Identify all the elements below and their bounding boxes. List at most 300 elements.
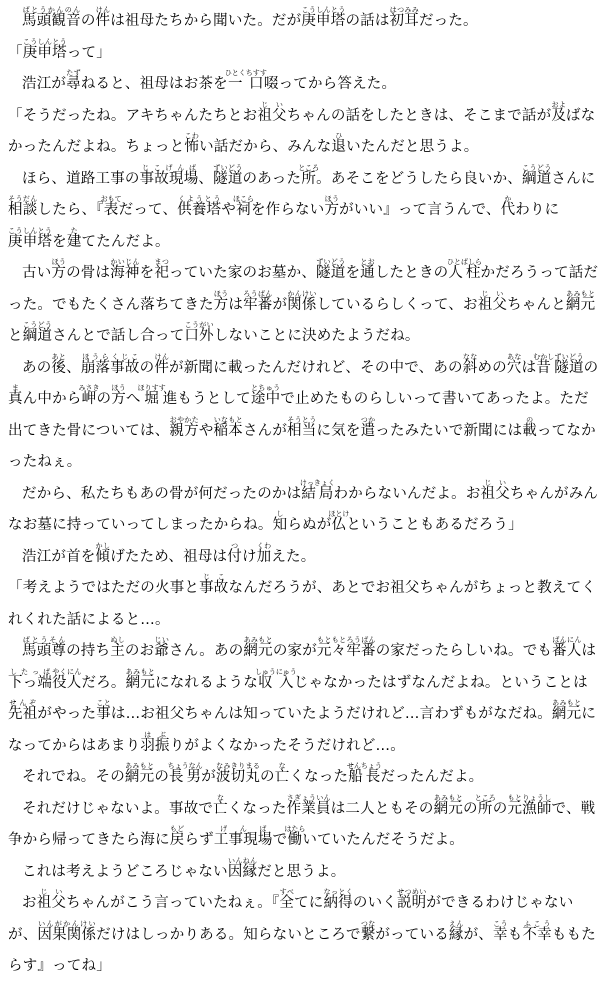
- text-run: したときの: [374, 265, 449, 281]
- ruby-word: [360, 919, 376, 943]
- ruby-reading: くわ: [256, 541, 272, 550]
- ruby-word: [298, 163, 320, 187]
- ruby-reading: ほりすす: [137, 384, 166, 392]
- ruby-word: [169, 415, 199, 439]
- ruby-base: 祖父: [477, 296, 508, 313]
- text-run: は: [581, 643, 597, 659]
- ruby-word: [78, 384, 100, 407]
- ruby-reading: しゅうにゅう: [254, 667, 297, 676]
- ruby-reading: およ: [551, 100, 567, 109]
- ruby-word: [360, 258, 375, 281]
- text-run: の: [492, 800, 508, 817]
- ruby-reading: げんば: [213, 825, 273, 833]
- ruby-word: [36, 888, 67, 911]
- text-run: は祖母たちから聞いた。だが: [110, 13, 302, 29]
- ruby-base: 通: [360, 265, 375, 281]
- ruby-base: 働: [284, 832, 306, 848]
- ruby-word: [224, 69, 267, 92]
- ruby-reading: ほう: [51, 258, 67, 266]
- ruby-word: [167, 762, 203, 785]
- ruby-word: [521, 163, 552, 187]
- ruby-reading: じこ: [199, 573, 229, 581]
- ruby-base: 所: [298, 170, 320, 187]
- text-run: ができるわけじゃないが、: [8, 895, 574, 943]
- ruby-base: 庚申塔: [8, 233, 53, 250]
- text-run: さんに: [551, 170, 596, 187]
- ruby-base: 祖父: [36, 895, 67, 911]
- ruby-base: 役人: [52, 674, 82, 691]
- ruby-word: [287, 289, 317, 313]
- ruby-reading: ちょうなん: [167, 762, 203, 770]
- ruby-reading: ろうばん: [243, 289, 273, 298]
- ruby-word: [243, 636, 273, 659]
- ruby-word: [22, 37, 67, 61]
- ruby-reading: あみもと: [124, 762, 155, 770]
- ruby-reading: さぎょういん: [286, 793, 331, 802]
- ruby-word: [346, 636, 376, 659]
- paragraph: [8, 573, 601, 636]
- text-run: の: [139, 359, 155, 376]
- ruby-reading: こうどう: [521, 163, 552, 172]
- ruby-base: 馬頭観音: [22, 13, 81, 29]
- paragraph: [8, 762, 601, 794]
- text-run: ちゃんの話をしたときは、そこまで話が: [286, 107, 552, 124]
- ruby-reading: な: [213, 793, 228, 802]
- ruby-base: 祖父: [257, 107, 287, 124]
- ruby-word: [507, 793, 552, 817]
- ruby-reading: あと: [51, 352, 67, 361]
- ruby-base: 堀: [137, 391, 166, 407]
- text-run: や: [221, 202, 236, 218]
- text-run: 進もうとして: [162, 391, 251, 407]
- text-run: てたんだよ。: [81, 233, 170, 250]
- ruby-base: 建: [66, 233, 82, 250]
- ruby-word: [554, 352, 584, 376]
- ruby-reading: ばとうかんのん: [22, 6, 81, 14]
- ruby-reading: じい: [154, 636, 170, 644]
- ruby-word: [551, 100, 567, 124]
- paragraph: [8, 636, 601, 762]
- ruby-reading: し: [272, 510, 288, 518]
- ruby-reading: ひ: [331, 132, 347, 140]
- ruby-base: 祀: [154, 265, 170, 281]
- text-run: しないことに決めたようだね。: [213, 328, 420, 344]
- ruby-word: [140, 730, 170, 754]
- ruby-base: 相談: [8, 202, 38, 218]
- ruby-reading: じい: [477, 289, 508, 298]
- ruby-reading: かいじん: [110, 258, 140, 266]
- text-run: ってなかったねぇ。: [8, 422, 596, 470]
- ruby-reading: ところ: [474, 793, 496, 802]
- ruby-reading: けん: [95, 6, 111, 14]
- text-run: だって、: [118, 202, 178, 218]
- ruby-base: 初耳: [389, 13, 419, 29]
- ruby-base: 口外: [184, 328, 214, 344]
- ruby-base: 隧道: [554, 359, 584, 376]
- ruby-base: 元漁師: [507, 800, 552, 817]
- ruby-word: [213, 415, 243, 439]
- text-run: めの: [477, 359, 507, 376]
- ruby-word: [37, 919, 97, 943]
- ruby-base: 因縁: [227, 863, 258, 880]
- ruby-base: 隧道: [213, 170, 243, 187]
- text-run: の家だったらしいね。でも: [375, 643, 553, 659]
- ruby-reading: かんけい: [287, 289, 317, 298]
- ruby-base: 綱道: [22, 328, 53, 344]
- ruby-base: 番人: [552, 643, 582, 659]
- ruby-word: [360, 415, 376, 439]
- ruby-base: 全: [279, 895, 295, 911]
- text-run: りがよくなかったそうだけれど…。: [169, 737, 405, 754]
- ruby-reading: ほう: [213, 289, 229, 298]
- ruby-base: 作業員: [286, 800, 331, 817]
- ruby-reading: な: [274, 762, 290, 770]
- ruby-word: [565, 289, 596, 313]
- ruby-base: 網元: [243, 643, 273, 659]
- ruby-word: [110, 636, 125, 659]
- ruby-word: [477, 289, 508, 313]
- ruby-base: 怖: [184, 139, 200, 155]
- ruby-reading: いんがかんけい: [37, 919, 97, 928]
- ruby-word: [100, 195, 122, 218]
- ruby-reading: はたら: [284, 825, 306, 833]
- ruby-base: 先祖: [8, 706, 38, 722]
- ruby-base: 収入: [254, 674, 297, 691]
- text-run: の: [583, 359, 599, 376]
- ruby-base: 崩落事故: [80, 359, 140, 376]
- ruby-base: 工事現場: [213, 832, 273, 848]
- ruby-reading: ずいどう: [554, 352, 584, 361]
- text-run: だけはしっかりある。知らないところで: [96, 926, 361, 943]
- ruby-base: 親方: [169, 422, 199, 439]
- ruby-word: [95, 6, 111, 29]
- ruby-word: [522, 415, 537, 439]
- ruby-base: 庚申塔: [301, 13, 346, 29]
- text-run: を: [345, 265, 361, 281]
- ruby-reading: まつ: [154, 258, 170, 266]
- ruby-reading: ま: [8, 384, 23, 392]
- ruby-base: 尋: [66, 76, 81, 92]
- ruby-word: [184, 132, 200, 155]
- ruby-base: 庚申塔: [22, 44, 67, 61]
- text-run: の: [80, 13, 96, 29]
- text-run: の家が: [272, 643, 317, 659]
- ruby-base: 亡: [274, 769, 290, 785]
- text-run: ん中から: [22, 391, 82, 407]
- text-run: えた。: [271, 548, 316, 565]
- ruby-reading: じい: [480, 478, 510, 487]
- ruby-word: [215, 762, 261, 785]
- text-run: ったみたいで新聞には: [375, 422, 523, 439]
- ruby-reading: ばとうそん: [22, 636, 67, 644]
- ruby-word: [346, 762, 382, 785]
- ruby-base: 網元: [124, 769, 155, 785]
- ruby-word: [493, 919, 508, 943]
- text-run: 「: [8, 44, 23, 61]
- ruby-word: [8, 384, 23, 407]
- text-run: 浩江が首を: [22, 548, 96, 565]
- ruby-reading: なみきりまる: [215, 762, 261, 770]
- ruby-base: 納得: [323, 895, 353, 911]
- ruby-base: 代: [500, 202, 516, 218]
- ruby-word: [256, 541, 272, 565]
- text-run: だった。: [418, 13, 478, 29]
- ruby-reading: あな: [506, 352, 522, 361]
- ruby-base: 退: [331, 139, 347, 155]
- ruby-base: 波切丸: [215, 769, 261, 785]
- ruby-reading: ほう: [324, 195, 340, 203]
- text-run: だったんだよ。: [380, 769, 484, 785]
- ruby-word: [184, 321, 214, 344]
- ruby-reading: もともと: [316, 636, 347, 644]
- text-run: いたんだと思うよ。: [346, 139, 479, 155]
- text-run: らぬが: [287, 517, 332, 533]
- text-run: ということもあるだろう」: [346, 517, 523, 533]
- ruby-reading: つ: [227, 541, 242, 550]
- paragraph: [8, 69, 601, 101]
- text-run: くなった: [227, 800, 287, 817]
- text-run: だろ。: [81, 674, 126, 691]
- text-run: 、: [66, 359, 81, 376]
- ruby-reading: すべ: [279, 888, 295, 896]
- text-run: って」: [66, 44, 111, 61]
- ruby-base: 祖父: [480, 485, 510, 502]
- text-run: っていた家のお墓か、: [169, 265, 317, 281]
- text-run: わりに: [515, 202, 560, 218]
- text-run: それでね。その: [22, 769, 125, 785]
- ruby-reading: とちゅう: [250, 384, 281, 392]
- ruby-reading: いんねん: [227, 856, 258, 865]
- ruby-word: [462, 352, 478, 376]
- ruby-base: 網元: [433, 800, 464, 817]
- ruby-base: 加: [256, 548, 272, 565]
- text-run: の: [260, 769, 275, 785]
- ruby-word: [522, 919, 552, 943]
- text-run: じゃなかったはずなんだよね。ということは: [293, 674, 588, 691]
- ruby-base: 載: [522, 422, 537, 439]
- ruby-reading: ほとけ: [328, 510, 350, 518]
- ruby-base: 網元: [125, 674, 156, 691]
- ruby-base: 穴: [506, 359, 522, 376]
- text-run: らず: [184, 832, 214, 848]
- ruby-reading: こと: [96, 699, 111, 707]
- ruby-reading: そうだん: [8, 195, 38, 203]
- ruby-word: [316, 636, 347, 659]
- ruby-base: 傾: [95, 548, 111, 565]
- ruby-reading: ところ: [298, 163, 320, 172]
- ruby-base: 主: [110, 643, 125, 659]
- text-run: になってからはあまり: [8, 706, 597, 754]
- ruby-word: [199, 573, 229, 596]
- ruby-word: [177, 195, 222, 218]
- text-run: のいく: [352, 895, 397, 911]
- ruby-word: [480, 478, 510, 502]
- ruby-base: 件: [95, 13, 111, 29]
- ruby-base: 方: [213, 296, 229, 313]
- text-run: てに: [294, 895, 324, 911]
- ruby-reading: じい: [257, 100, 287, 109]
- ruby-word: [22, 636, 67, 659]
- paragraph: [8, 353, 601, 479]
- ruby-reading: はぶ: [140, 730, 170, 739]
- ruby-reading: ひとくちすす: [224, 69, 267, 77]
- ruby-base: 岬: [78, 391, 100, 407]
- text-run: 「そうだったね。アキちゃんたちとお: [8, 107, 258, 124]
- ruby-word: [284, 825, 306, 848]
- text-run: で、戦争から帰ってきたら海に: [8, 800, 596, 848]
- text-run: これは考えようどころじゃない: [22, 863, 228, 880]
- paragraph: [8, 888, 601, 983]
- ruby-word: [227, 541, 242, 565]
- ruby-reading: ばんにん: [552, 636, 582, 644]
- ruby-reading: あみもと: [125, 667, 156, 676]
- ruby-reading: じこげんば: [139, 163, 199, 172]
- text-run: は…お祖父ちゃんは知っていたようだけれど…言わずもがなだね。: [110, 706, 552, 722]
- ruby-word: [552, 636, 582, 659]
- text-run: さんとで話し合って: [52, 328, 185, 344]
- ruby-reading: やくにん: [52, 667, 82, 676]
- ruby-reading: ろうばん: [346, 636, 376, 644]
- ruby-reading: なな: [462, 352, 478, 361]
- ruby-base: 方: [111, 391, 126, 407]
- text-run: が、: [463, 926, 493, 943]
- ruby-word: [396, 888, 427, 911]
- text-run: の話は: [345, 13, 390, 29]
- ruby-base: 所: [474, 800, 496, 817]
- ruby-word: [169, 825, 185, 848]
- ruby-reading: つか: [360, 415, 376, 424]
- text-run: だと思うよ。: [257, 863, 346, 880]
- text-run: を: [139, 265, 155, 281]
- ruby-word: [433, 793, 464, 817]
- ruby-word: [324, 195, 340, 218]
- ruby-reading: こう: [493, 919, 508, 928]
- text-run: が: [201, 769, 216, 785]
- text-run: と: [8, 328, 23, 344]
- ruby-word: [96, 699, 111, 722]
- ruby-reading: あみもと: [551, 699, 582, 707]
- ruby-word: [154, 636, 170, 659]
- ruby-reading: ほうらくじこ: [80, 352, 140, 361]
- ruby-word: [8, 226, 53, 250]
- paragraph: [8, 164, 601, 259]
- ruby-base: 仏: [328, 517, 350, 533]
- paragraph: [8, 38, 601, 70]
- ruby-word: [66, 69, 81, 92]
- text-run: が新聞に載ったんだけれど、その中で、あの: [169, 359, 463, 376]
- ruby-word: [95, 541, 111, 565]
- ruby-word: [111, 384, 126, 407]
- text-run: ばなかったんだよね。ちょっと: [8, 107, 596, 155]
- ruby-reading: ずいどう: [316, 258, 346, 266]
- ruby-word: [137, 384, 166, 407]
- ruby-reading: えん: [448, 919, 464, 928]
- ruby-reading: たず: [66, 69, 81, 77]
- ruby-base: 結局: [299, 485, 335, 502]
- ruby-word: [448, 919, 464, 943]
- text-run: になれるような: [155, 674, 258, 691]
- ruby-base: 付: [227, 548, 242, 565]
- text-run: 。あそこをどうしたら良いか、: [316, 170, 522, 187]
- ruby-reading: もとりょうし: [507, 793, 552, 802]
- ruby-base: 網元: [551, 706, 582, 722]
- text-run: の: [96, 391, 112, 407]
- ruby-word: [243, 289, 273, 313]
- paragraph: [8, 794, 601, 857]
- text-run: 古い: [22, 265, 52, 281]
- ruby-base: 不幸: [522, 926, 552, 943]
- ruby-reading: つな: [360, 919, 376, 928]
- ruby-base: 長男: [167, 769, 203, 785]
- ruby-base: 関係: [287, 296, 317, 313]
- ruby-reading: いなもと: [213, 415, 243, 424]
- ruby-word: [272, 510, 288, 533]
- text-run: へ: [125, 391, 141, 407]
- ruby-base: 相当: [287, 422, 317, 439]
- ruby-base: 馬頭尊: [22, 643, 67, 659]
- ruby-base: 隧道: [316, 265, 346, 281]
- ruby-reading: けっきょく: [299, 478, 335, 487]
- ruby-base: 幸: [493, 926, 508, 943]
- ruby-word: [250, 384, 281, 407]
- ruby-reading: ほう: [111, 384, 126, 392]
- ruby-base: 方: [324, 202, 340, 218]
- ruby-word: [124, 762, 155, 785]
- ruby-word: [279, 888, 295, 911]
- ruby-reading: もど: [169, 825, 185, 833]
- ruby-reading: せんぞ: [8, 699, 38, 707]
- ruby-reading: せんちょう: [346, 762, 382, 770]
- ruby-reading: みさき: [78, 384, 100, 392]
- ruby-base: 後: [51, 359, 67, 376]
- ruby-word: [22, 6, 81, 29]
- ruby-base: 昔: [533, 359, 555, 376]
- ruby-word: [52, 667, 82, 691]
- ruby-word: [110, 258, 140, 281]
- text-run: さんが: [242, 422, 288, 439]
- ruby-reading: せつめい: [396, 888, 427, 896]
- ruby-word: [213, 825, 273, 848]
- ruby-reading: したっぱ: [8, 667, 53, 676]
- text-run: 啜ってから答えた。: [263, 76, 397, 92]
- ruby-reading: あみもと: [433, 793, 464, 802]
- ruby-word: [257, 100, 287, 124]
- text-run: ねると、祖母はお茶を: [80, 76, 228, 92]
- ruby-word: [139, 163, 199, 187]
- text-run: け: [241, 548, 257, 565]
- ruby-reading: こうしんとう: [22, 37, 67, 46]
- ruby-base: 供養塔: [177, 202, 222, 218]
- ruby-base: 祠: [232, 202, 254, 218]
- ruby-word: [551, 699, 582, 722]
- text-run: がっている: [375, 926, 449, 943]
- ruby-word: [80, 352, 140, 376]
- ruby-base: 一口: [224, 76, 267, 92]
- text-run: それだけじゃないよ。事故で: [22, 800, 214, 817]
- ruby-base: 綱道: [521, 170, 552, 187]
- paragraph: [8, 258, 601, 353]
- ruby-word: [316, 258, 346, 281]
- ruby-word: [213, 289, 229, 313]
- text-run: ほら、道路工事の: [22, 170, 140, 187]
- text-run: の持ち: [66, 643, 111, 659]
- ruby-word: [8, 195, 38, 218]
- ruby-reading: こうどう: [22, 321, 53, 329]
- ruby-word: [533, 352, 555, 376]
- text-run: いていたんだそうだよ。: [302, 832, 465, 848]
- ruby-reading: むかし: [533, 352, 555, 361]
- text-run: 、: [198, 170, 214, 187]
